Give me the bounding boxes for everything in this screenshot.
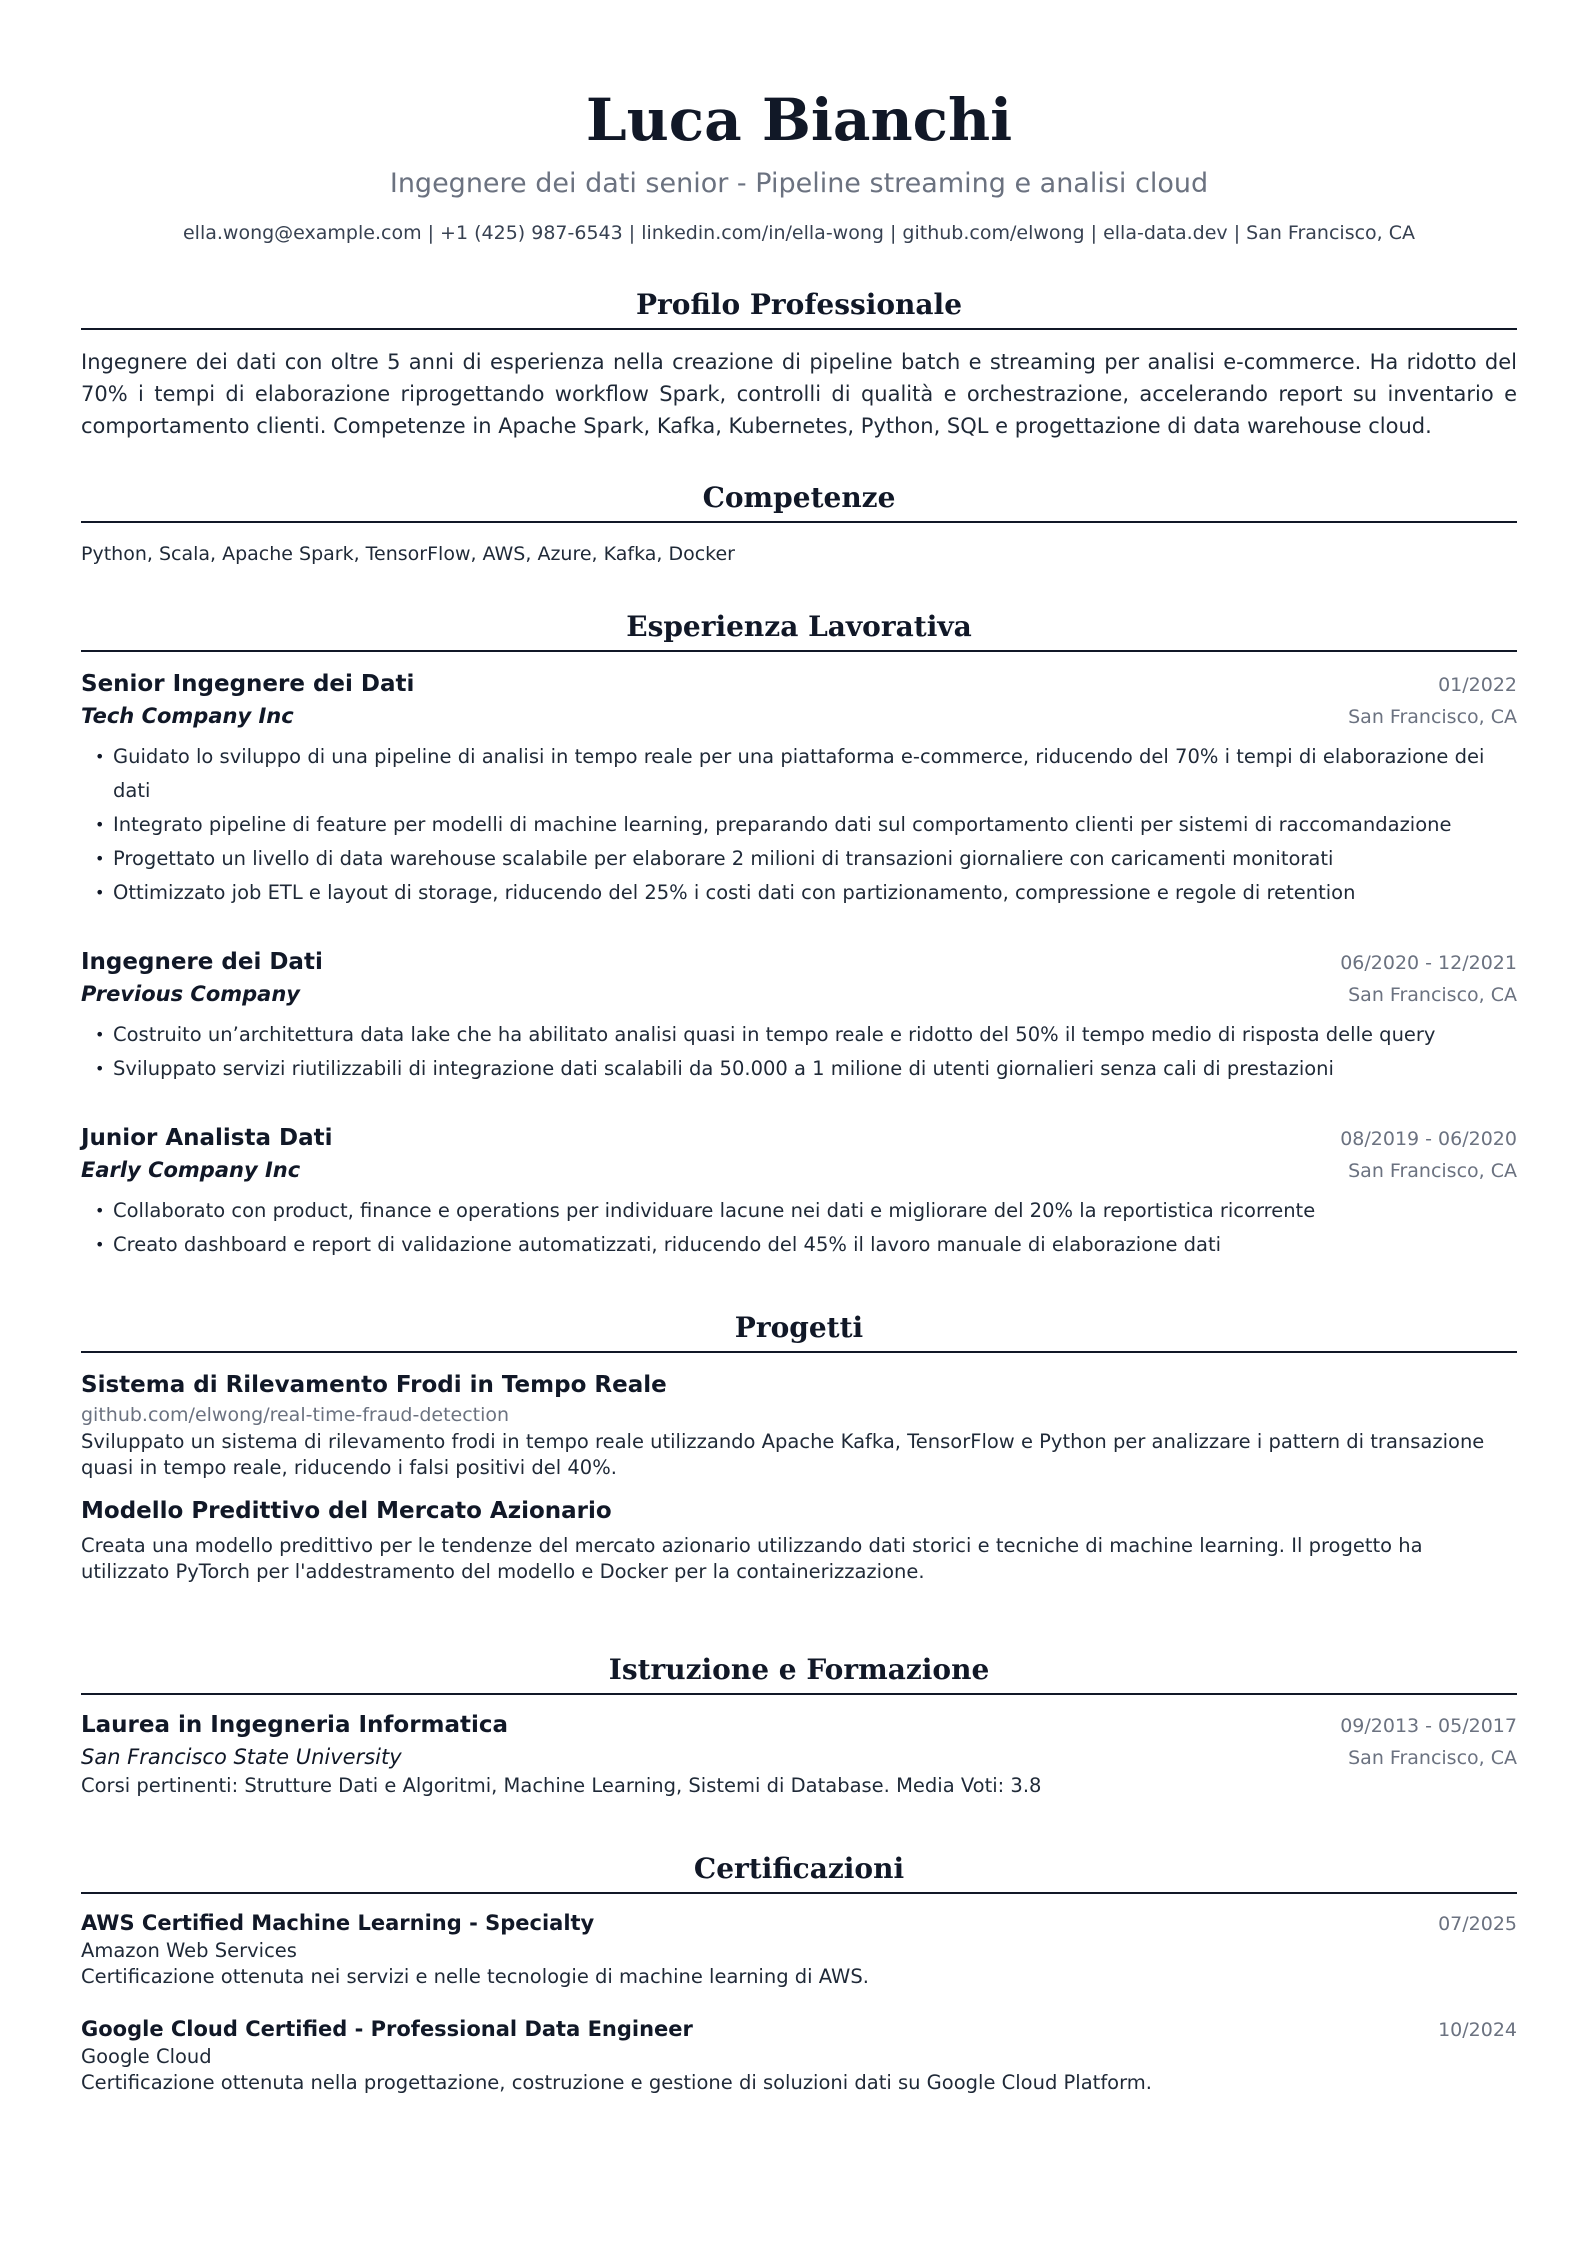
job-company: Previous Company — [81, 982, 300, 1006]
job-entry — [81, 946, 1517, 1086]
profile-section — [81, 288, 1517, 442]
job-date: 06/2020 - 12/2021 — [1340, 952, 1517, 974]
job-bullets — [81, 1018, 1517, 1086]
job-role: Ingegnere dei Dati — [81, 949, 323, 975]
resume-header — [81, 0, 1517, 250]
job-company: Tech Company Inc — [81, 704, 294, 728]
job-date: 08/2019 - 06/2020 — [1340, 1128, 1517, 1150]
job-bullet: • Collaborato con product, finance e operations per individuare lacune nei dati e migliorare del 20% la reportistica ricorrente — [95, 1194, 1517, 1228]
job-bullets — [81, 740, 1517, 910]
education-section — [81, 1653, 1517, 1799]
profile-summary: Ingegnere dei dati con oltre 5 anni di esperienza nella creazione di pipeline batch e streaming per analisi e-commerce. Ha ridotto del 70% i tempi di elaborazione riprogettando workflow Spark, controlli di qualità e orchestrazione, accelerando report su inventario e comportamento clienti. Competenze in Apache Spark, Kafka, Kubernetes, Python, SQL e progettazione di data warehouse cloud. — [81, 350, 1517, 438]
project-entry — [81, 1369, 1517, 1481]
certification-name: AWS Certified Machine Learning - Specialty — [81, 1911, 595, 1935]
experience-section — [81, 610, 1517, 1262]
certification-issuer: Amazon Web Services — [81, 1939, 297, 1962]
certification-date: 10/2024 — [1438, 2019, 1517, 2041]
project-description: Sviluppato un sistema di rilevamento frodi in tempo reale utilizzando Apache Kafka, TensorFlow e Python per analizzare i pattern di transazione quasi in tempo reale, riducendo i falsi positivi del 40%. — [81, 1430, 1485, 1479]
certification-name: Google Cloud Certified - Professional Data Engineer — [81, 2017, 693, 2041]
job-bullets — [81, 1194, 1517, 1262]
school-name: San Francisco State University — [81, 1745, 402, 1769]
certification-entry — [81, 2014, 1517, 2096]
certification-description: Certificazione ottenuta nella progettazione, costruzione e gestione di soluzioni dati su Google Cloud Platform. — [81, 2071, 1152, 2094]
education-details: Corsi pertinenti: Strutture Dati e Algoritmi, Machine Learning, Sistemi di Database. Media Voti: 3.8 — [81, 1774, 1042, 1797]
certification-entry — [81, 1908, 1517, 1990]
contact-line: ella.wong@example.com | +1 (425) 987-6543 | linkedin.com/in/ella-wong | github.com/elwong | ella-data.dev | San Francisco, CA — [182, 222, 1416, 244]
job-role: Senior Ingegnere dei Dati — [81, 671, 415, 697]
candidate-name: Luca Bianchi — [585, 86, 1013, 154]
section-title-experience: Esperienza Lavorativa — [81, 610, 1517, 652]
job-date: 01/2022 — [1438, 674, 1517, 696]
certification-issuer: Google Cloud — [81, 2045, 212, 2068]
section-title-projects: Progetti — [81, 1311, 1517, 1353]
projects-section — [81, 1311, 1517, 1585]
project-description: Creata una modello predittivo per le tendenze del mercato azionario utilizzando dati storici e tecniche di machine learning. Il progetto ha utilizzato PyTorch per l'addestramento del modello e Docker per la containerizzazione. — [81, 1534, 1423, 1583]
job-location: San Francisco, CA — [1348, 984, 1517, 1006]
certification-description: Certificazione ottenuta nei servizi e nelle tecnologie di machine learning di AWS. — [81, 1965, 869, 1988]
job-bullet: • Costruito un’architettura data lake che ha abilitato analisi quasi in tempo reale e ridotto del 50% il tempo medio di risposta delle query — [95, 1018, 1517, 1052]
section-title-skills: Competenze — [81, 481, 1517, 523]
job-company: Early Company Inc — [81, 1158, 301, 1182]
job-location: San Francisco, CA — [1348, 1160, 1517, 1182]
job-role: Junior Analista Dati — [81, 1125, 333, 1151]
job-bullet: • Guidato lo sviluppo di una pipeline di analisi in tempo reale per una piattaforma e-commerce, riducendo del 70% i tempi di elaborazione dei dati — [95, 740, 1517, 808]
education-location: San Francisco, CA — [1348, 1747, 1517, 1769]
job-bullet: • Progettato un livello di data warehouse scalabile per elaborare 2 milioni di transazioni giornaliere con caricamenti monitorati — [95, 842, 1517, 876]
job-location: San Francisco, CA — [1348, 706, 1517, 728]
degree-title: Laurea in Ingegneria Informatica — [81, 1712, 509, 1738]
project-name: Modello Predittivo del Mercato Azionario — [81, 1498, 612, 1524]
certifications-section — [81, 1852, 1517, 2096]
job-entry — [81, 668, 1517, 910]
job-bullet: • Creato dashboard e report di validazione automatizzati, riducendo del 45% il lavoro manuale di elaborazione dati — [95, 1228, 1517, 1262]
certification-date: 07/2025 — [1438, 1913, 1517, 1935]
skills-list: Python, Scala, Apache Spark, TensorFlow, AWS, Azure, Kafka, Docker — [81, 543, 735, 565]
job-bullet: • Ottimizzato job ETL e layout di storage, riducendo del 25% i costi dati con partizionamento, compressione e regole di retention — [95, 876, 1517, 910]
project-name: Sistema di Rilevamento Frodi in Tempo Reale — [81, 1372, 667, 1398]
job-entry — [81, 1122, 1517, 1262]
skills-section — [81, 481, 1517, 567]
job-bullet: • Sviluppato servizi riutilizzabili di integrazione dati scalabili da 50.000 a 1 milione di utenti giornalieri senza cali di prestazioni — [95, 1052, 1517, 1086]
candidate-headline: Ingegnere dei dati senior - Pipeline streaming e analisi cloud — [389, 168, 1209, 199]
job-bullet: • Integrato pipeline di feature per modelli di machine learning, preparando dati sul comportamento clienti per sistemi di raccomandazione — [95, 808, 1517, 842]
project-entry — [81, 1495, 1517, 1585]
education-date: 09/2013 - 05/2017 — [1340, 1715, 1517, 1737]
project-link[interactable]: github.com/elwong/real-time-fraud-detection — [81, 1404, 510, 1426]
education-entry — [81, 1709, 1517, 1799]
section-title-education: Istruzione e Formazione — [81, 1653, 1517, 1695]
section-title-profile: Profilo Professionale — [81, 288, 1517, 330]
section-title-certifications: Certificazioni — [81, 1852, 1517, 1894]
resume-page — [81, 0, 1517, 2094]
